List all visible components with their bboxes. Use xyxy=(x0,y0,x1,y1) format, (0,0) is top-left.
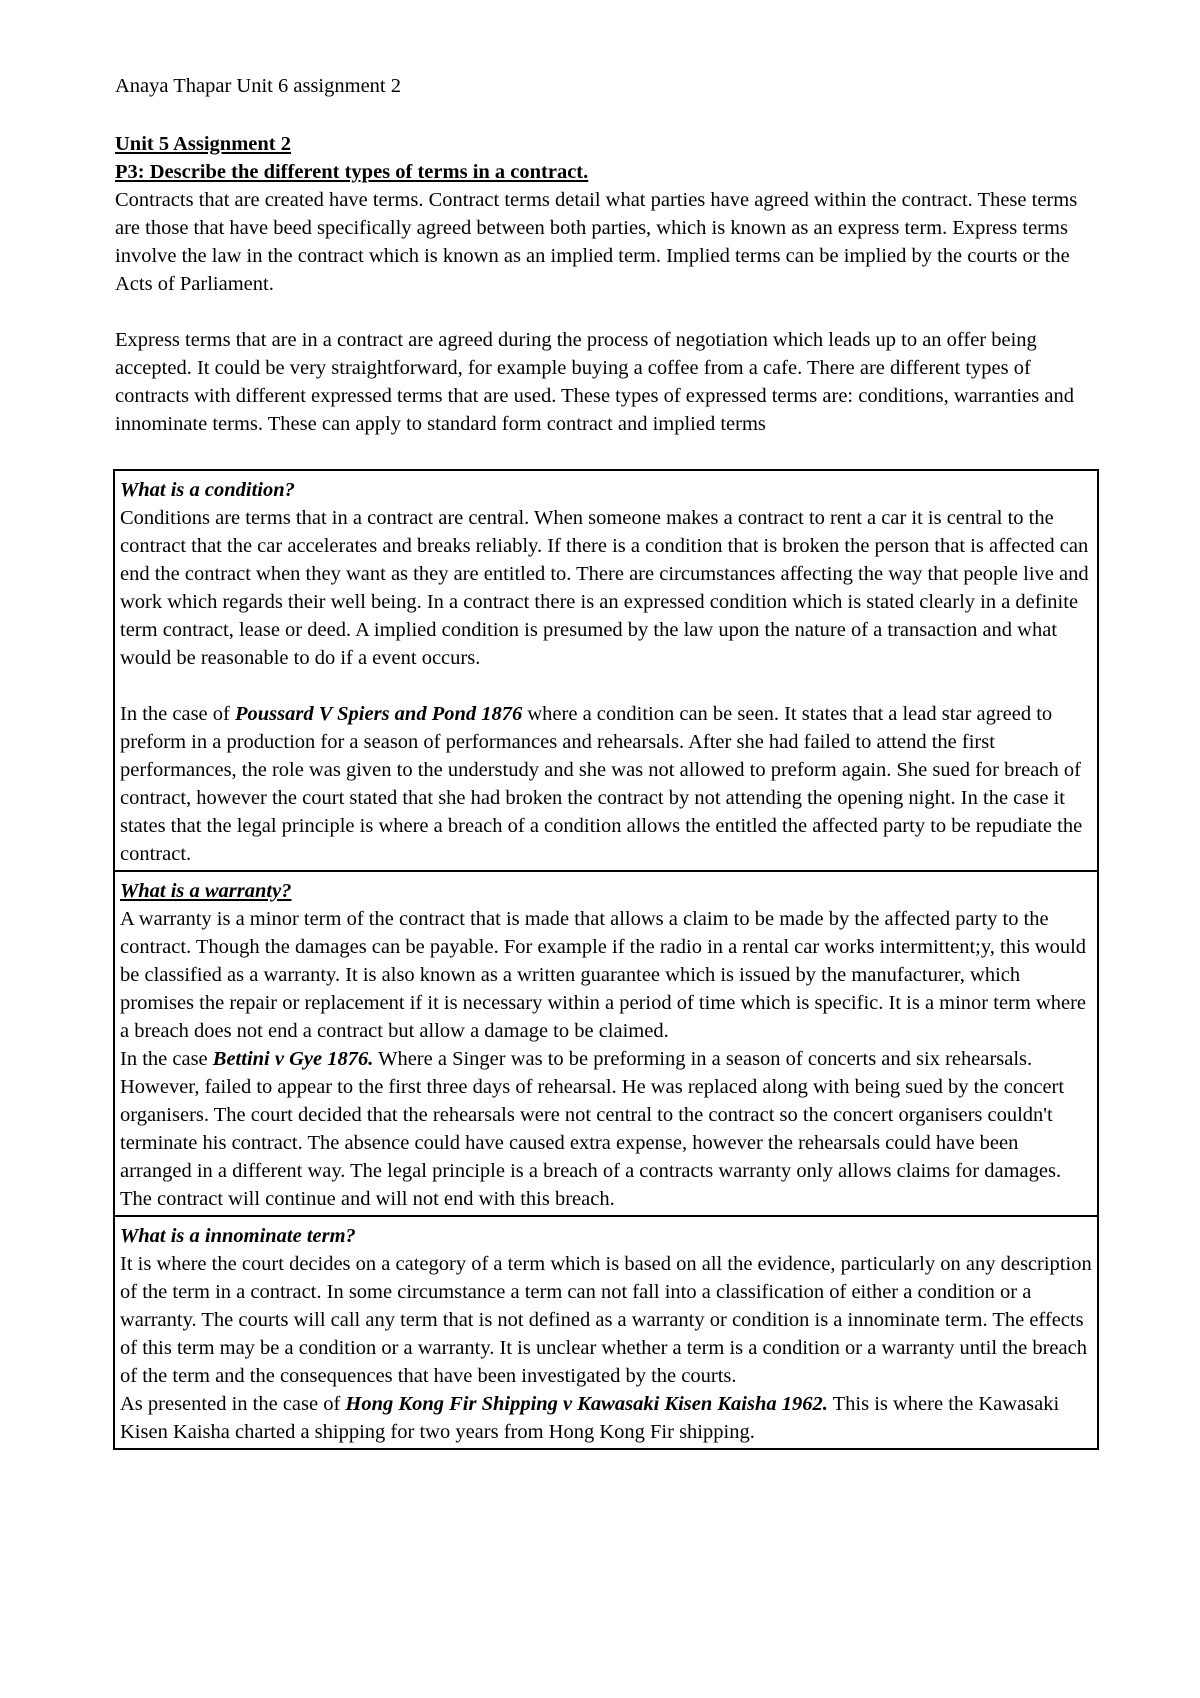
warranty-case xyxy=(120,1045,1093,1213)
condition-case-prefix: In the case of xyxy=(120,703,235,725)
innominate-case-text: This is where the Kawasaki Kisen Kaisha charted a shipping for two years from Hong Kong Fir shipping. xyxy=(120,1393,1060,1443)
terms-table xyxy=(113,469,1099,1450)
innominate-body: It is where the court decides on a category of a term which is based on all the evidence, particularly on any description of the term in a contract. In some circumstance a term can not fall into a classification of either a condition or a warranty. The courts will call any term that is not defined as a warranty or condition is a innominate term. The effects of this term may be a condition or a warranty. It is unclear whether a term is a condition or a warranty until the breach of the term and the consequences that have been investigated by the courts. xyxy=(120,1253,1092,1387)
warranty-section xyxy=(115,870,1097,1215)
document-page xyxy=(115,72,1095,1450)
warranty-case-text: Where a Singer was to be preforming in a season of concerts and six rehearsals. However, failed to appear to the first three days of rehearsal. He was replaced along with being sued by the concert organisers. The court decided that the rehearsals were not central to the contract so the concert organisers couldn't terminate his contract. The absence could have caused extra expense, however the rehearsals could have been arranged in a different way. The legal principle is a breach of a contracts warranty only allows claims for damages. The contract will continue and will not end with this breach. xyxy=(120,1048,1065,1210)
innominate-heading: What is a innominate term? xyxy=(120,1225,356,1247)
innominate-case-name: Hong Kong Fir Shipping v Kawasaki Kisen Kaisha 1962. xyxy=(345,1393,828,1415)
warranty-body: A warranty is a minor term of the contract that is made that allows a claim to be made by the affected party to the contract. Though the damages can be payable. For example if the radio in a rental car works intermittent;y, this would be classified as a warranty. It is also known as a written guarantee which is issued by the manufacturer, which promises the repair or replacement if it is necessary within a period of time which is specific. It is a minor term where a breach does not end a contract but allow a damage to be claimed. xyxy=(120,908,1087,1042)
warranty-case-prefix: In the case xyxy=(120,1048,213,1070)
condition-case-name: Poussard V Spiers and Pond 1876 xyxy=(234,703,523,725)
document-header: Anaya Thapar Unit 6 assignment 2 xyxy=(115,75,401,97)
condition-section xyxy=(115,471,1097,870)
condition-case-text: where a condition can be seen. It states that a lead star agreed to preform in a production for a season of performances and rehearsals. After she had failed to attend the first performances, the role was given to the understudy and she was not allowed to preform again. She sued for breach of contract, however the court stated that she had broken the contract by not attending the opening night. In the case it states that the legal principle is where a breach of a condition allows the entitled the affected party to be repudiate the contract. xyxy=(120,703,1083,865)
condition-heading: What is a condition? xyxy=(120,479,295,501)
condition-body: Conditions are terms that in a contract are central. When someone makes a contract to rent a car it is central to the contract that the car accelerates and breaks reliably. If there is a condition that is broken the person that is affected can end the contract when they want as they are entitled to. There are circumstances affecting the way that people live and work which regards their well being. In a contract there is an expressed condition which is stated clearly in a definite term contract, lease or deed. A implied condition is presumed by the law upon the nature of a transaction and what would be reasonable to do if a event occurs. xyxy=(120,507,1089,669)
innominate-case-prefix: As presented in the case of xyxy=(120,1393,346,1415)
intro-paragraph-1: Contracts that are created have terms. Contract terms detail what parties have agreed within the contract. These terms are those that have beed specifically agreed between both parties, which is known as an express term. Express terms involve the law in the contract which is known as an implied term. Implied terms can be implied by the courts or the Acts of Parliament. xyxy=(115,189,1078,295)
innominate-case xyxy=(120,1390,1093,1446)
condition-case xyxy=(120,700,1093,868)
innominate-section xyxy=(115,1215,1097,1448)
intro-paragraph-2: Express terms that are in a contract are agreed during the process of negotiation which leads up to an offer being accepted. It could be very straightforward, for example buying a coffee from a cafe. There are different types of contracts with different expressed terms that are used. These types of expressed terms are: conditions, warranties and innominate terms. These can apply to standard form contract and implied terms xyxy=(115,329,1075,435)
warranty-case-name: Bettini v Gye 1876. xyxy=(212,1048,374,1070)
task-title: P3: Describe the different types of terms in a contract. xyxy=(115,161,589,183)
unit-title: Unit 5 Assignment 2 xyxy=(115,133,291,155)
warranty-heading: What is a warranty? xyxy=(120,880,292,902)
